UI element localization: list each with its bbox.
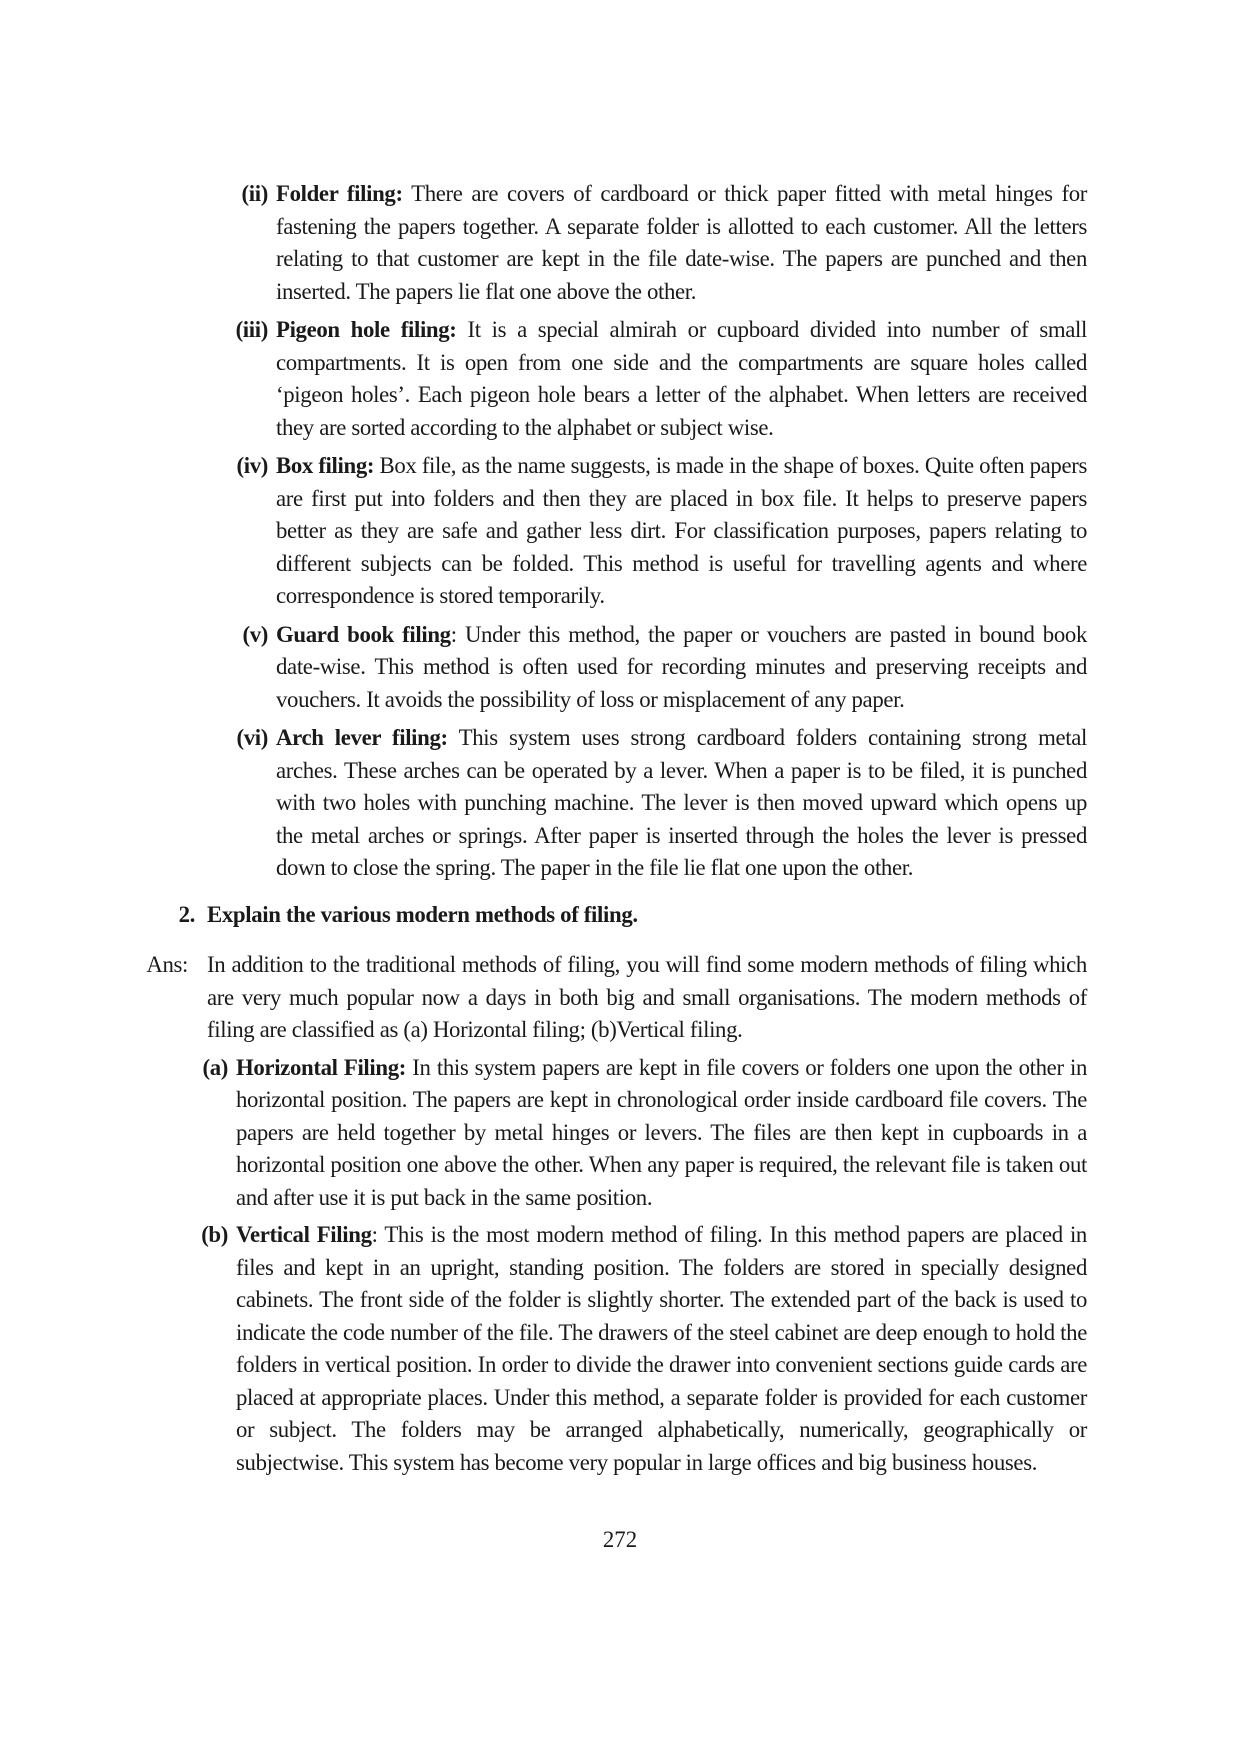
item-text: This system uses strong cardboard folders containing strong metal arches. These arches can be operated by a lever. When a paper is to be filed, it is punched with two holes with punching machine. The lever is then moved upward which opens up the metal arches or springs. After paper is inserted through the holes the lever is pressed down to close the spring. The paper in the file lie flat one upon the other. [276, 725, 1087, 880]
item-text: : Under this method, the paper or vouchers are pasted in bound book date-wise. This method is often used for recording minutes and preserving receipts and vouchers. It avoids the possibility of loss or misplacement of any paper. [276, 621, 1087, 712]
list-item-pigeon-hole-filing [235, 314, 1087, 444]
item-text: It is a special almirah or cupboard divided into number of small compartments. It is open from one side and the compartments are square holes called ‘pigeon holes’. Each pigeon hole bears a letter of the alphabet. When letters are received they are sorted according to the alphabet or subject wise. [276, 317, 1087, 440]
item-number: (v) [242, 621, 268, 647]
item-term: Pigeon hole filing: [276, 317, 457, 342]
item-term: Guard book filing [276, 621, 451, 647]
item-number: (a) [202, 1054, 228, 1080]
item-text: Box file, as the name suggests, is made in the shape of boxes. Quite often papers are first put into folders and then they are placed in box file. It helps to preserve papers better as they are safe and gather less dirt. For classification purposes, papers relating to different subjects can be folded. This method is useful for travelling agents and where correspondence is stored temporarily. [276, 453, 1088, 608]
list-item-box-filing [236, 450, 1088, 613]
answer-text: In addition to the traditional methods of filing, you will find some modern methods of filing which are very much popular now a days in both big and small organisations. The modern methods of filing are classified as (a) Horizontal filing; (b)Vertical filing. [207, 952, 1087, 1042]
item-term: Box filing: [276, 453, 375, 478]
page-number: 272 [602, 1527, 638, 1552]
item-text: In this system papers are kept in file covers or folders one upon the other in horizontal position. The papers are kept in chronological order inside cardboard file covers. The papers are held together by metal hinges or levers. The files are then kept in cupboards in a horizontal position one above the other. When any paper is required, the relevant file is taken out and after use it is put back in the same position. [236, 1054, 1087, 1210]
item-number: (ii) [241, 181, 268, 206]
item-number: (b) [201, 1222, 228, 1247]
item-number: (iv) [236, 453, 268, 478]
list-item-arch-lever-filing [236, 722, 1087, 885]
item-term: Horizontal Filing: [236, 1054, 407, 1080]
answer-label: Ans: [146, 952, 188, 977]
item-number: (iii) [235, 317, 268, 342]
question-text: Explain the various modern methods of filing. [207, 901, 638, 927]
list-item-horizontal-filing [202, 1052, 1087, 1215]
question-number: 2. [178, 901, 195, 927]
item-term: Arch lever filing: [276, 725, 448, 750]
item-term: Vertical Filing [236, 1222, 372, 1247]
item-text: There are covers of cardboard or thick paper fitted with metal hinges for fastening the papers together. A separate folder is allotted to each customer. All the letters relating to that customer are kept in the file date-wise. The papers are punched and then inserted. The papers lie flat one above the other. [276, 181, 1087, 304]
list-item-vertical-filing [201, 1219, 1087, 1479]
answer-paragraph [146, 949, 1087, 1047]
question-heading [178, 899, 1240, 932]
list-item-guard-book-filing [242, 619, 1087, 717]
item-term: Folder filing: [276, 181, 403, 206]
item-text: : This is the most modern method of filing. In this method papers are placed in files and kept in an upright, standing position. The folders are stored in specially designed cabinets. The front side of the folder is slightly shorter. The extended part of the back is used to indicate the code number of the file. The drawers of the steel cabinet are deep enough to hold the folders in vertical position. In order to divide the drawer into convenient sections guide cards are placed at appropriate places. Under this method, a separate folder is provided for each customer or subject. The folders may be arranged alphabetically, numerically, geographically or subjectwise. This system has become very popular in large offices and big business houses. [236, 1222, 1087, 1475]
list-item-folder-filing [241, 178, 1087, 308]
item-number: (vi) [236, 725, 268, 750]
page-content [0, 178, 1240, 1484]
